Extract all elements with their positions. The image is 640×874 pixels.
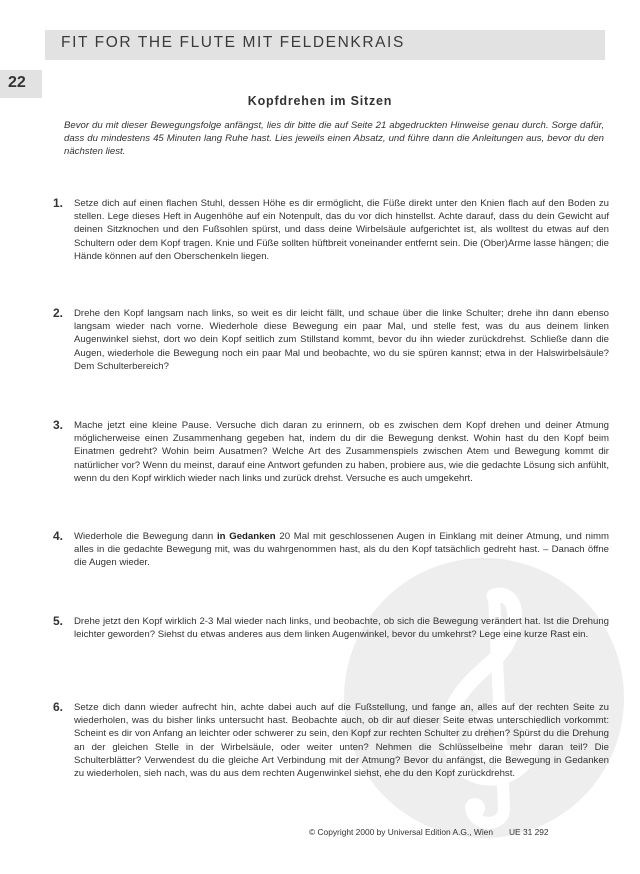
step-4	[53, 530, 609, 570]
step-number: 1.	[53, 196, 64, 210]
step-text	[74, 530, 609, 570]
step-number: 3.	[53, 418, 64, 432]
intro-paragraph: Bevor du mit dieser Bewegungsfolge anfängst, lies dir bitte die auf Seite 21 abgedruckten Hinweise genau durch. Sorge dafür, dass du mindestens 45 Minuten lang Ruhe hast. Lies jeweils einen Absatz, und führe dann die Anleitungen aus, bevor du den nächsten liest.	[64, 120, 604, 157]
step-6	[53, 701, 609, 780]
copyright-notice: © Copyright 2000 by Universal Edition A.G., Wien	[309, 827, 493, 837]
catalog-code: UE 31 292	[509, 827, 549, 837]
book-title: FIT FOR THE FLUTE MIT FELDENKRAIS	[61, 34, 405, 51]
step-text-end: 20 Mal mit geschlossenen Augen in Einklang mit deiner Atmung, und nimm alles in die gedachte Bewegung mit, was du wahrgenommen hast, als du den Kopf tatsächlich gedreht hast. – Danach öffne die Augen wieder.	[74, 531, 609, 569]
page-number: 22	[8, 74, 26, 91]
step-5	[53, 615, 609, 641]
step-1	[53, 197, 609, 263]
step-number: 4.	[53, 529, 64, 543]
step-text-start: Wiederhole die Bewegung dann	[74, 531, 217, 542]
step-text-emphasis: in Gedanken	[216, 531, 276, 542]
step-text: Mache jetzt eine kleine Pause. Versuche dich daran zu erinnern, ob es zwischen dem Kopf drehen und deiner Atmung möglicherweise einen Zusammenhang gegeben hat, indem du dir die Bewegung denkst. Wohin hast du den Kopf beim Einatmen gedreht? Wohin beim Ausatmen? Welche Art des Zusammenspiels zwischen Atem und Bewegung kommt dir natürlicher vor? Wenn du meinst, darauf eine Antwort gefunden zu haben, probiere aus, wie die gedachte Lösung sich anfühlt, wenn du den Kopf wirklich wieder nach links und zurück drehst. Versuche es auch umgekehrt.	[74, 420, 609, 484]
step-text: Drehe jetzt den Kopf wirklich 2-3 Mal wieder nach links, und beobachte, ob sich die Bewegung verändert hat. Ist die Drehung leichter geworden? Siehst du etwas anderes aus dem linken Augenwinkel, bevor du umkehrst? Lege eine kurze Rast ein.	[74, 616, 609, 641]
step-3	[53, 419, 609, 485]
footer	[309, 827, 549, 837]
step-number: 5.	[53, 614, 64, 628]
step-text: Setze dich dann wieder aufrecht hin, achte dabei auch auf die Fußstellung, und fange an, alles auf der rechten Seite zu wiederholen, was du bisher links untersucht hast. Beobachte auch, ob dir auf dieser Seite etwas unterschiedlich vorkommt: Scheint es dir von Anfang an leichter oder schwerer zu sein, den Kopf zur rechten Schulter zu drehen? Spürst du die Drehung an der gleichen Stelle in der Wirbelsäule, oder weiter unten? Nehmen die Schlüsselbeine mehr daran teil? Die Schulterblätter? Verwendest du die gleiche Art Verbindung mit der Atmung? Bevor du anfängst, die Bewegung in Gedanken zu wiederholen, sieh nach, was du aus dem rechten Augenwinkel siehst, ehe du den Kopf zurückdrehst.	[74, 702, 609, 780]
treble-clef-watermark-icon	[344, 558, 624, 838]
step-text: Setze dich auf einen flachen Stuhl, dessen Höhe es dir ermöglicht, die Füße direkt unter den Knien flach auf den Boden zu stellen. Lege dieses Heft in Augenhöhe auf ein Notenpult, das du vor dich hinstellst. Achte darauf, dass du dein Gewicht auf deinen Sitzknochen und den Fußsohlen spürst, und dass deine Wirbelsäule aufgerichtet ist, als wolltest du etwas auf den Schultern oder dem Kopf tragen. Knie und Füße sollten hüftbreit voneinander entfernt sein. Die (Ober)Arme lasse hängen; die Hände können auf den Oberschenkeln liegen.	[74, 198, 609, 262]
step-2	[53, 307, 609, 373]
section-heading: Kopfdrehen im Sitzen	[247, 94, 393, 108]
step-number: 6.	[53, 700, 64, 714]
step-text: Drehe den Kopf langsam nach links, so weit es dir leicht fällt, und schaue über die linke Schulter; drehe ihn dann ebenso langsam wieder nach vorne. Wiederhole diese Bewegung ein paar Mal, und stelle fest, was du aus deinem linken Augenwinkel siehst, dort wo dein Kopf seitlich zum Stillstand kommt, bevor du ihn wieder zurückdrehst. Schließe dann die Augen, wiederhole die Bewegung noch ein paar Mal und beobachte, wo du sie spüren kannst; etwa in der Halswirbelsäule? Dem Schulterbereich?	[74, 308, 609, 372]
step-number: 2.	[53, 306, 64, 320]
